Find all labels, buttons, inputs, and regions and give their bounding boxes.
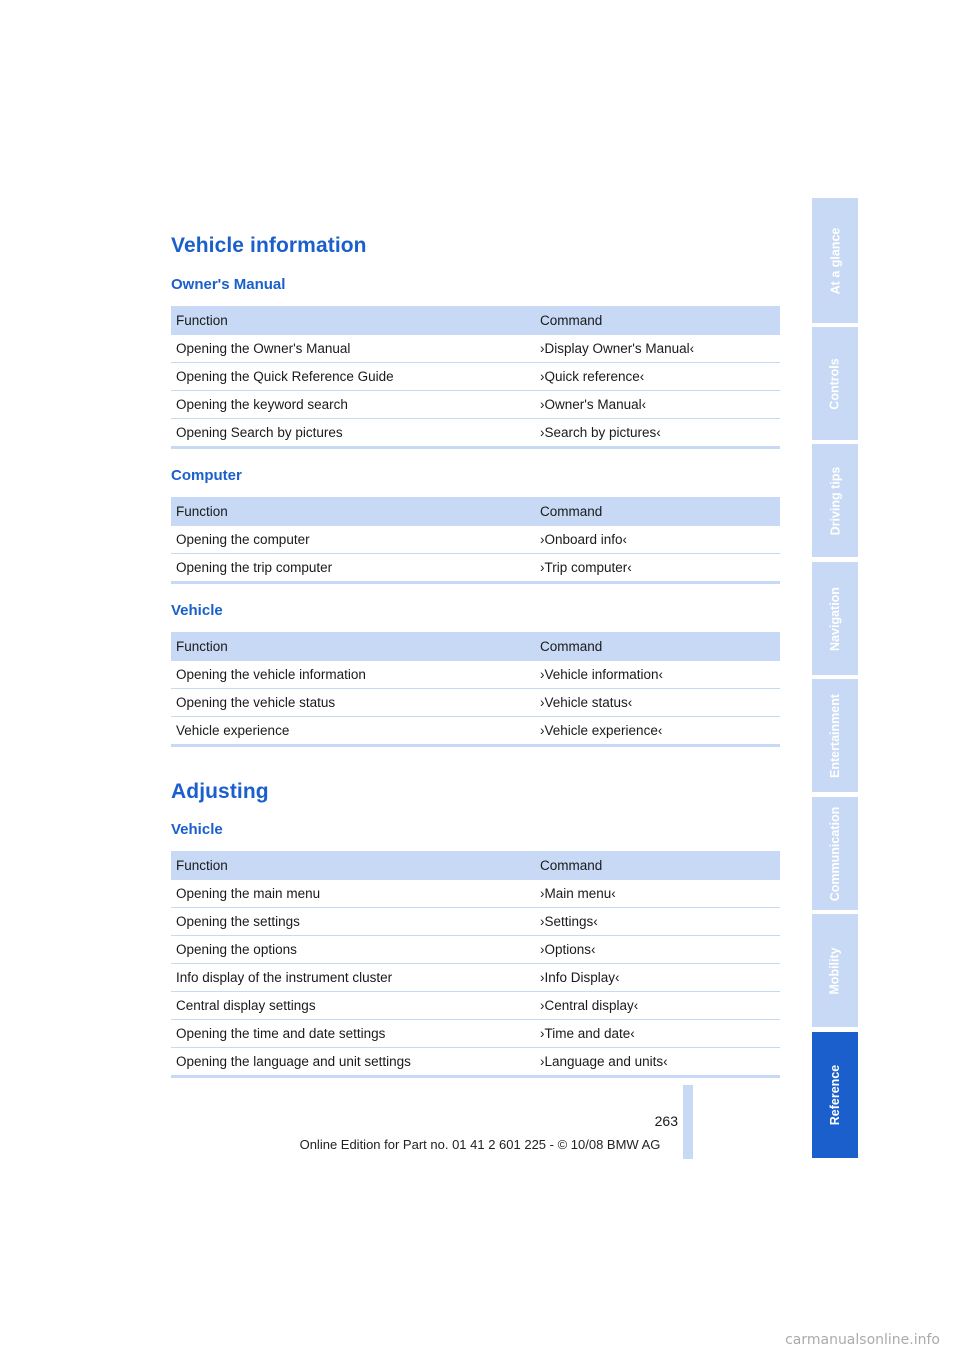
function-cell: Opening the computer	[171, 526, 535, 554]
function-cell: Opening the keyword search	[171, 391, 535, 419]
command-cell: ›Trip computer‹	[535, 554, 780, 583]
command-cell: ›Display Owner's Manual‹	[535, 335, 780, 363]
function-cell: Opening the time and date settings	[171, 1020, 535, 1048]
command-cell: ›Language and units‹	[535, 1048, 780, 1077]
column-header-function: Function	[171, 851, 535, 880]
command-cell: ›Search by pictures‹	[535, 419, 780, 448]
chapter-tab-communication[interactable]	[812, 797, 858, 910]
column-header-command: Command	[535, 632, 780, 661]
table-row	[171, 880, 780, 908]
column-header-command: Command	[535, 851, 780, 880]
column-header-function: Function	[171, 497, 535, 526]
function-cell: Opening the settings	[171, 908, 535, 936]
function-cell: Opening the trip computer	[171, 554, 535, 583]
function-cell: Opening the options	[171, 936, 535, 964]
command-cell: ›Info Display‹	[535, 964, 780, 992]
chapter-tab-label: Controls	[828, 357, 843, 410]
function-cell: Info display of the instrument cluster	[171, 964, 535, 992]
vehicle-table	[171, 632, 780, 747]
subsection-vehicle: Vehicle	[171, 602, 223, 619]
table-row	[171, 689, 780, 717]
table-row	[171, 992, 780, 1020]
table-row	[171, 391, 780, 419]
table-row	[171, 936, 780, 964]
command-cell: ›Time and date‹	[535, 1020, 780, 1048]
command-cell: ›Vehicle status‹	[535, 689, 780, 717]
command-cell: ›Quick reference‹	[535, 363, 780, 391]
edition-text: Online Edition for Part no. 01 41 2 601 225 - © 10/08 BMW AG	[299, 1137, 661, 1152]
footer	[0, 1137, 960, 1152]
chapter-tab-label: Navigation	[828, 586, 842, 651]
chapter-tab-mobility[interactable]	[812, 914, 858, 1027]
table-row	[171, 363, 780, 391]
chapter-tab-label: Reference	[828, 1064, 843, 1126]
section-title-adjusting: Adjusting	[171, 780, 269, 803]
command-cell: ›Vehicle information‹	[535, 661, 780, 689]
chapter-tab-driving-tips[interactable]	[812, 444, 858, 557]
function-cell: Opening the vehicle status	[171, 689, 535, 717]
function-cell: Central display settings	[171, 992, 535, 1020]
command-cell: ›Vehicle experience‹	[535, 717, 780, 746]
computer-table	[171, 497, 780, 584]
table-row	[171, 419, 780, 448]
column-header-command: Command	[535, 497, 780, 526]
command-cell: ›Onboard info‹	[535, 526, 780, 554]
subsection-adjust-vehicle: Vehicle	[171, 821, 223, 838]
table-row	[171, 964, 780, 992]
function-cell: Opening the Owner's Manual	[171, 335, 535, 363]
watermark: carmanualsonline.info	[785, 1332, 940, 1348]
chapter-tab-label: Mobility	[828, 946, 842, 995]
subsection-owners-manual: Owner's Manual	[171, 276, 286, 293]
section-title-vehicle-information: Vehicle information	[171, 234, 367, 257]
table-row	[171, 1020, 780, 1048]
function-cell: Opening the main menu	[171, 880, 535, 908]
table-row	[171, 661, 780, 689]
chapter-tab-label: Driving tips	[828, 466, 843, 535]
page-number: 263	[654, 1113, 678, 1129]
command-cell: ›Main menu‹	[535, 880, 780, 908]
chapter-tab-entertainment[interactable]	[812, 679, 858, 792]
table-row	[171, 526, 780, 554]
command-cell: ›Owner's Manual‹	[535, 391, 780, 419]
function-cell: Opening the Quick Reference Guide	[171, 363, 535, 391]
owners-manual-table	[171, 306, 780, 449]
table-row	[171, 1048, 780, 1077]
table-row	[171, 908, 780, 936]
adjust-vehicle-table	[171, 851, 780, 1078]
chapter-tab-controls[interactable]	[812, 327, 858, 440]
column-header-function: Function	[171, 306, 535, 335]
function-cell: Opening Search by pictures	[171, 419, 535, 448]
chapter-tab-label: Entertainment	[828, 693, 843, 778]
column-header-command: Command	[535, 306, 780, 335]
column-header-function: Function	[171, 632, 535, 661]
subsection-computer: Computer	[171, 467, 242, 484]
function-cell: Opening the language and unit settings	[171, 1048, 535, 1077]
chapter-tab-at-a-glance[interactable]	[812, 198, 858, 323]
table-row	[171, 717, 780, 746]
function-cell: Opening the vehicle information	[171, 661, 535, 689]
function-cell: Vehicle experience	[171, 717, 535, 746]
command-cell: ›Options‹	[535, 936, 780, 964]
chapter-tab-label: At a glance	[828, 227, 842, 294]
chapter-tab-label: Communication	[828, 806, 843, 901]
command-cell: ›Central display‹	[535, 992, 780, 1020]
command-cell: ›Settings‹	[535, 908, 780, 936]
table-row	[171, 554, 780, 583]
table-row	[171, 335, 780, 363]
chapter-tab-navigation[interactable]	[812, 562, 858, 675]
